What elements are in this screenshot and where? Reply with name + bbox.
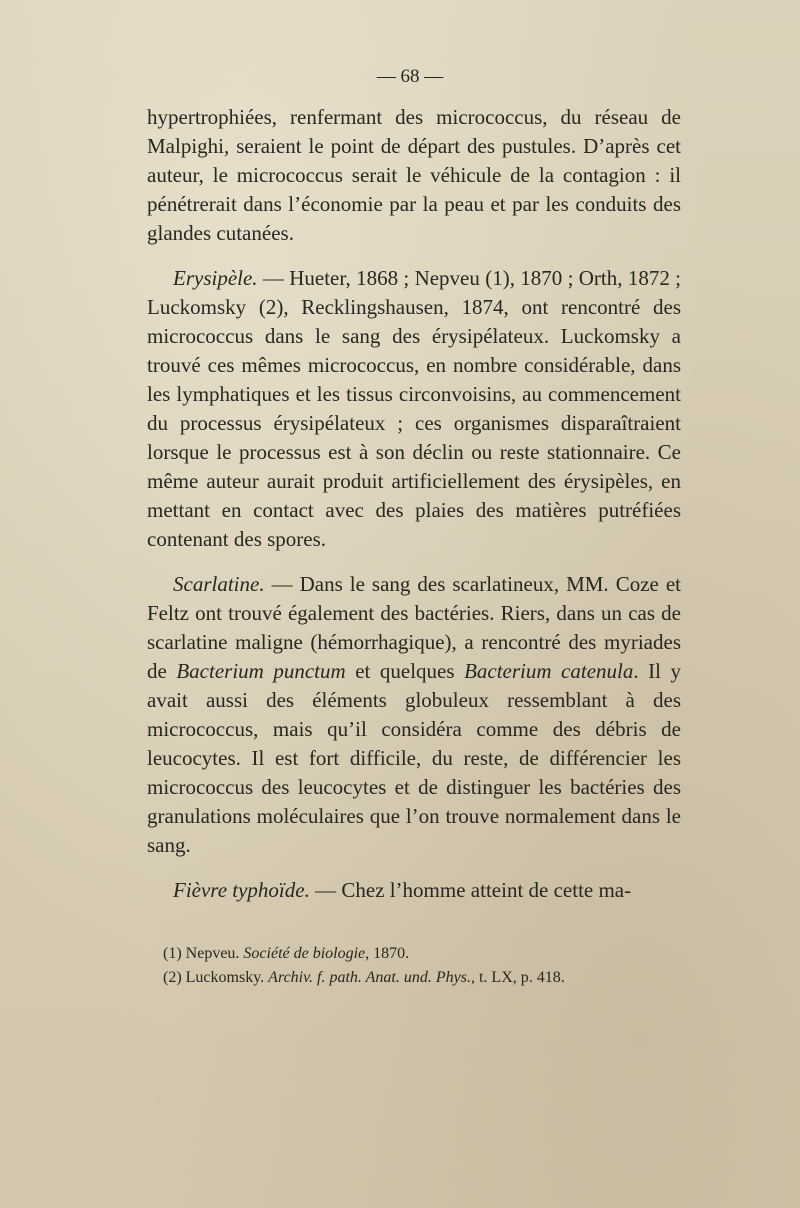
paragraph-heading: Erysipèle. <box>173 266 258 290</box>
species-name: Bacterium punctum <box>176 659 346 683</box>
footnote-rest: , t. LX, p. 418. <box>470 969 565 986</box>
paragraph-scarlatine <box>147 570 681 860</box>
paragraph-text: et quelques <box>345 659 465 683</box>
page-number: — 68 — <box>376 66 444 87</box>
paragraph-erysipele <box>147 264 681 554</box>
paragraph-heading: Fièvre typhoïde. <box>173 878 310 902</box>
footnote <box>163 942 683 966</box>
paragraph-variole-end <box>147 103 681 248</box>
footnote <box>163 966 683 990</box>
paragraph-fievre-typhoide <box>147 876 681 905</box>
footnote-source: Société de biologie <box>243 945 366 962</box>
footnotes <box>163 942 683 990</box>
footnote-author: Luckomsky. <box>181 969 269 986</box>
paragraph-text: — Chez l’homme atteint de cette ma- <box>309 878 632 902</box>
paragraph-heading: Scarlatine. <box>173 572 265 596</box>
footnote-author: Nepveu. <box>181 945 244 962</box>
footnote-rest: , 1870. <box>365 945 410 962</box>
paragraph-text: — Dans le sang des scarlatineux, MM. Coze et Feltz ont trouvé également des bactéries. Riers, dans un cas de scarlatine maligne (hémorrhagique), a rencontré des myriades de <box>147 572 681 683</box>
body-text <box>147 103 681 905</box>
footnote-mark: (1) <box>163 945 182 962</box>
footnote-mark: (2) <box>163 969 182 986</box>
paragraph-text: — Hueter, 1868 ; Nepveu (1), 1870 ; Orth, 1872 ; Luckomsky (2), Recklingshausen, 1874, ont rencontré des micrococcus dans le sang des érysipélateux. Luckomsky a trouvé ces mêmes micrococcus, en nombre considérable, dans les lymphatiques et les tissus circonvoisins, au commencement du processus érysipélateux ; ces organismes disparaîtraient lorsque le processus est à son déclin ou reste stationnaire. Ce même auteur aurait produit artificiellement des érysipèles, en mettant en contact avec des plaies des matières putréfiées contenant des spores. <box>147 266 681 551</box>
paragraph-text: . Il y avait aussi des éléments globuleux ressemblant à des micrococcus, mais qu’il considéra comme des débris de leucocytes. Il est fort difficile, du reste, de différencier les micrococcus des leucocytes et de distinguer les bactéries des granulations moléculaires que l’on trouve normalement dans le sang. <box>147 659 681 857</box>
species-name: Bacterium catenula <box>464 659 634 683</box>
paragraph-text: hypertrophiées, renfermant des micrococcus, du réseau de Malpighi, seraient le point de départ des pustules. D’après cet auteur, le micrococcus serait le véhicule de la contagion : il pénétrerait dans l’économie par la peau et par les conduits des glandes cutanées. <box>147 105 681 245</box>
footnote-source: Archiv. f. path. Anat. und. Phys. <box>268 969 471 986</box>
